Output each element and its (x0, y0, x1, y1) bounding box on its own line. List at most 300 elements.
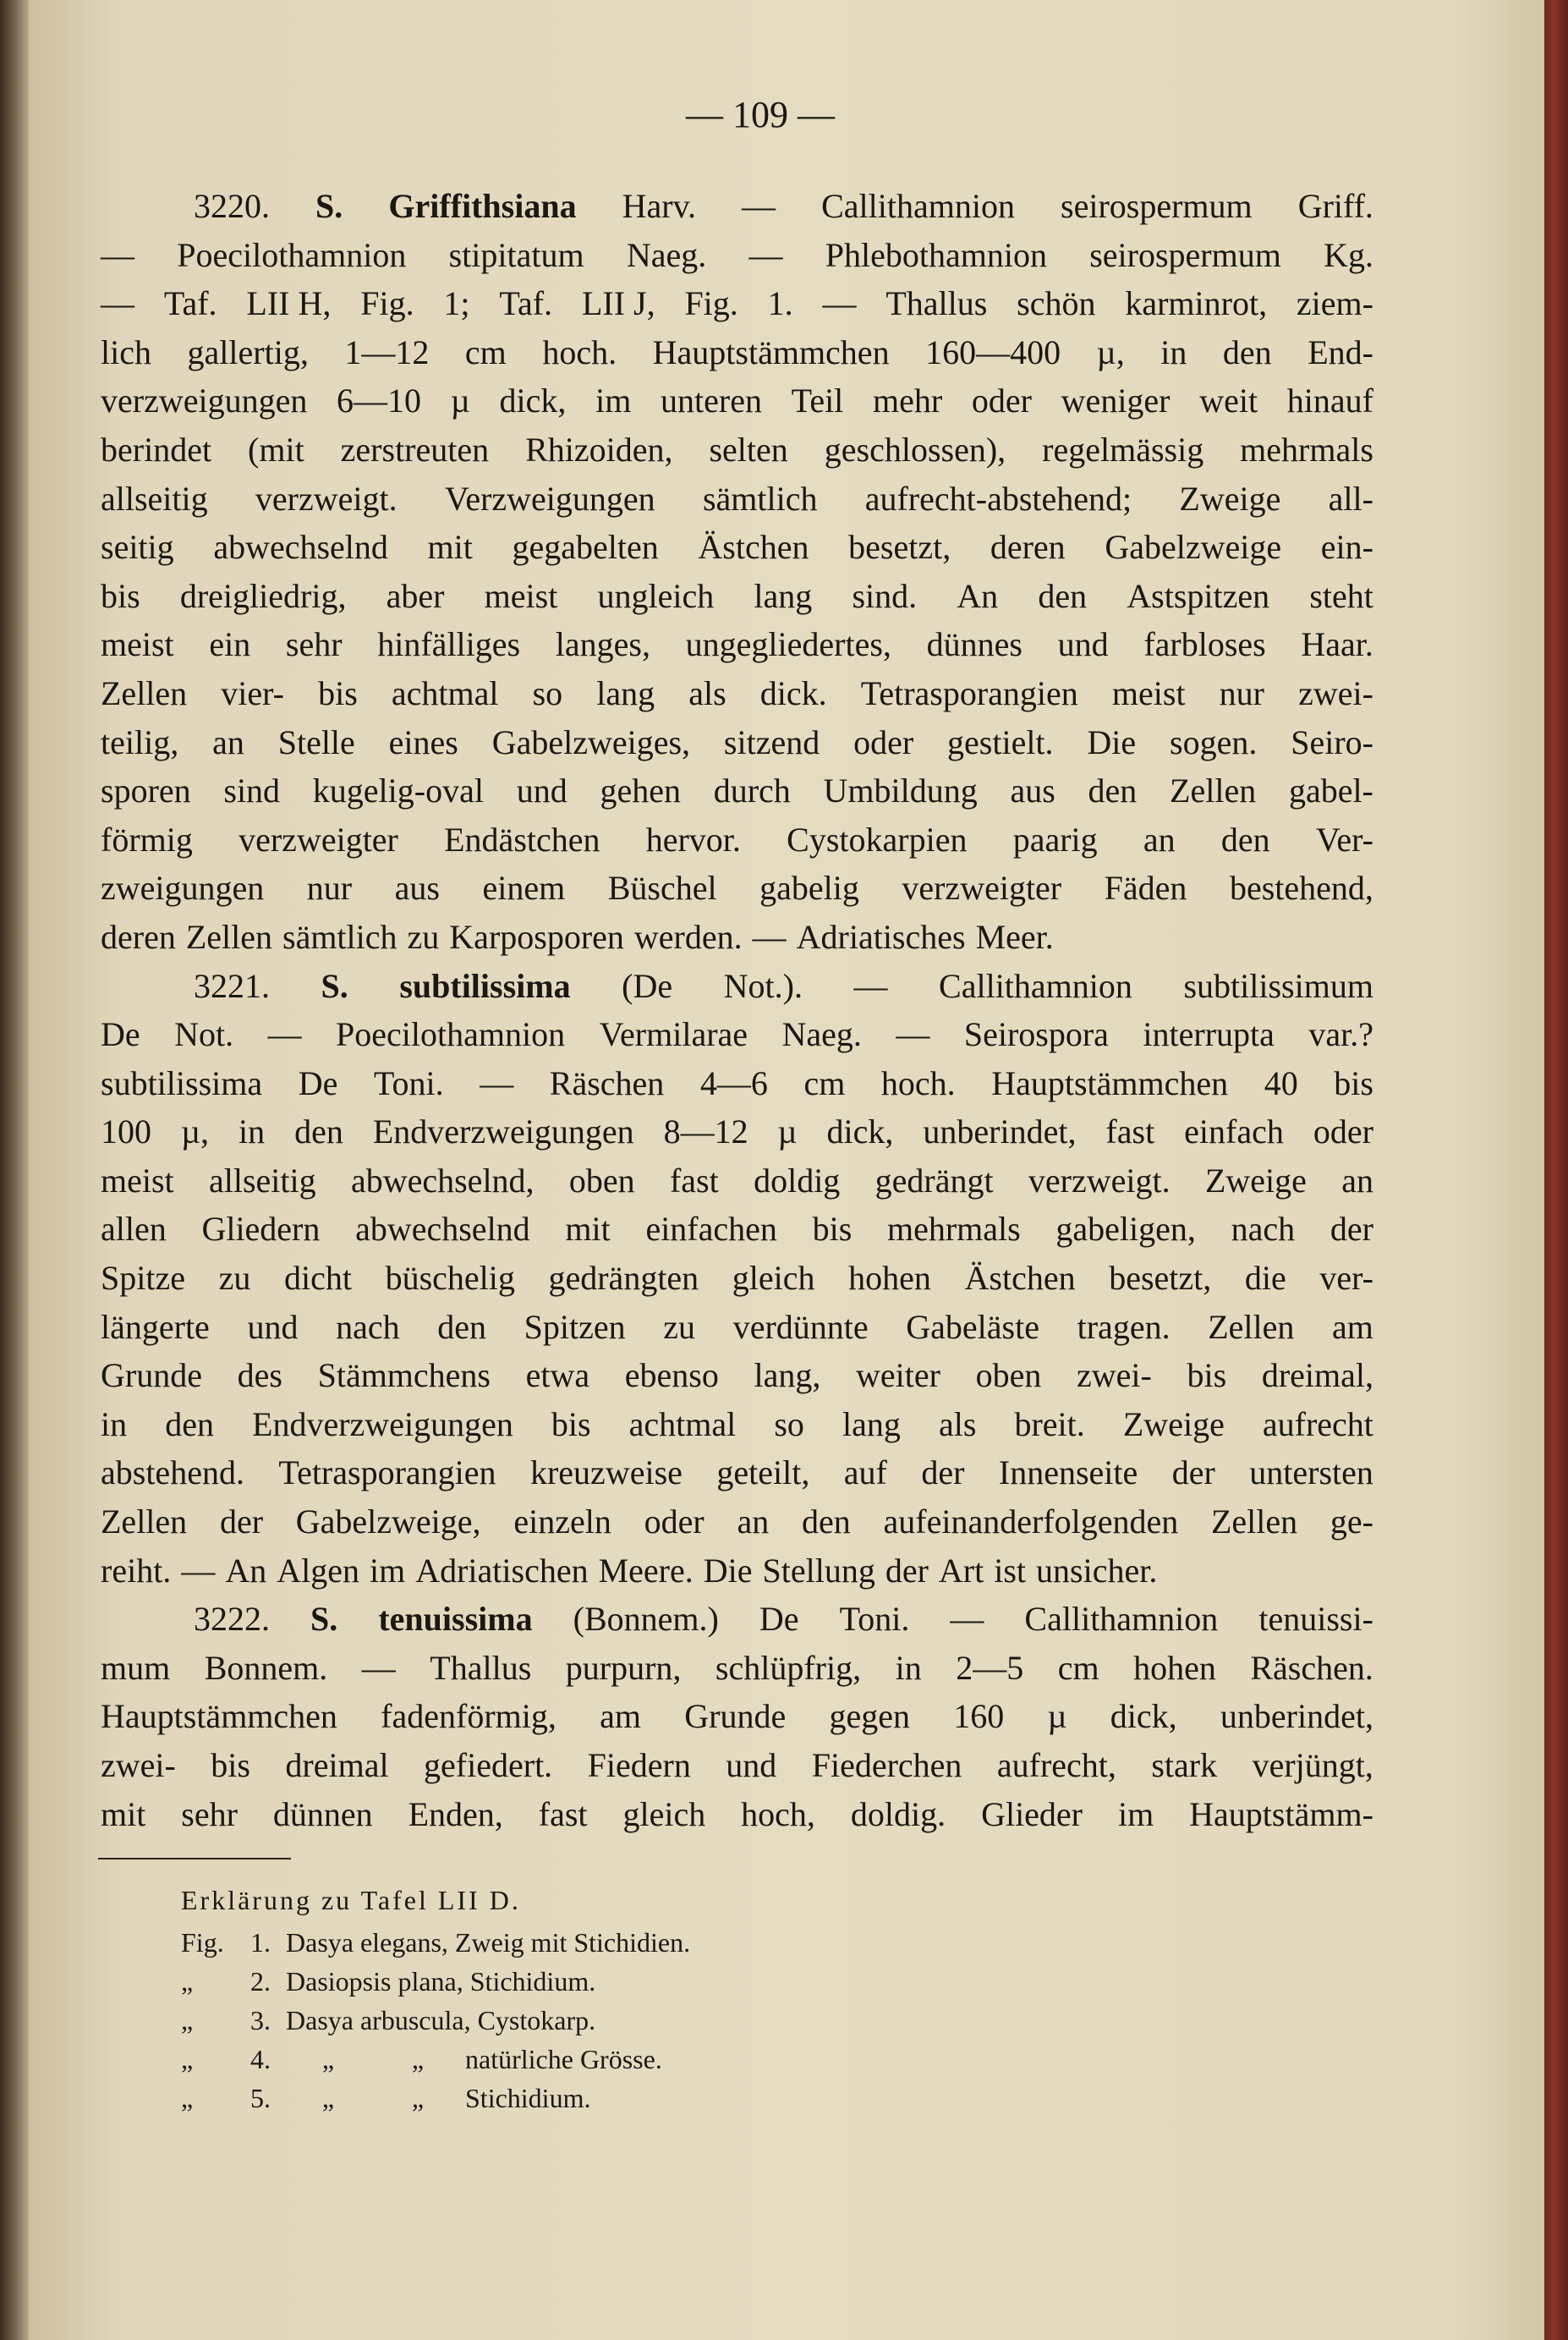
word: Teil (791, 382, 844, 420)
text-line (101, 279, 1373, 328)
word: — (101, 235, 134, 274)
word: — (853, 966, 888, 1005)
word: des (237, 1356, 282, 1395)
figure-number: 5. (250, 2083, 271, 2113)
word: 40 (1264, 1063, 1298, 1102)
word: (mit (248, 430, 304, 469)
word: sind (223, 772, 281, 810)
word: interrupta (1143, 1015, 1275, 1054)
word: aber (386, 576, 445, 615)
word: zerstreuten (340, 430, 490, 469)
word: Callithamnion (1024, 1600, 1219, 1639)
figure-description (286, 2040, 662, 2079)
figure-description: Dasya arbuscula, Cystokarp. (286, 2005, 596, 2035)
footnote-separator (98, 1858, 291, 1859)
word: und (1057, 625, 1109, 664)
word: µ (1047, 1697, 1067, 1736)
word: verzweigter (902, 869, 1062, 908)
figure-label: „ (181, 1966, 194, 1997)
word: gleich (732, 1259, 815, 1298)
word: Büschel (607, 869, 717, 908)
word: den (1222, 332, 1272, 371)
word: Hauptstämmchen (652, 332, 890, 371)
word: hohen (1133, 1648, 1216, 1687)
word: mit (101, 1794, 146, 1833)
word: sogen. (1170, 722, 1258, 761)
text-line (101, 1205, 1373, 1254)
word: gabeligen, (1055, 1210, 1196, 1249)
word: zu (218, 1259, 251, 1298)
word: Poecilothamnion (177, 235, 407, 274)
word: seirospermum (1061, 187, 1253, 225)
word: fast (1105, 1112, 1155, 1151)
word: der (1330, 1210, 1373, 1249)
word: eines (388, 722, 458, 761)
word: aufrecht, (996, 1746, 1116, 1784)
word: und (516, 772, 567, 810)
word: Poecilothamnion (336, 1015, 566, 1054)
word: Toni. (373, 1063, 444, 1102)
word: — (950, 1600, 984, 1639)
word: µ (450, 382, 470, 420)
word: geteilt, (716, 1453, 810, 1492)
word: De (298, 1063, 338, 1102)
text-line (101, 1351, 1373, 1400)
word: oder (1313, 1112, 1373, 1151)
word: Seirospora (963, 1015, 1109, 1054)
word: — (896, 1015, 930, 1054)
word: µ (777, 1112, 798, 1151)
word: tenuissima (378, 1600, 533, 1639)
word: berindet (101, 430, 212, 469)
word: zweigungen (101, 869, 265, 908)
figure-label: „ (181, 2005, 194, 2035)
word: hoch. (880, 1063, 956, 1102)
word: den (1088, 772, 1138, 810)
word: werden. (633, 917, 743, 956)
word: fast (538, 1794, 588, 1833)
word: Taf. (163, 284, 217, 323)
word: abwechselnd (355, 1210, 530, 1249)
word: dünnen (272, 1794, 373, 1833)
word: zu (407, 917, 440, 956)
word: Grunde (684, 1697, 787, 1736)
word: kreuzweise (529, 1453, 683, 1492)
word: bis (1334, 1063, 1373, 1102)
word: an (737, 1502, 770, 1541)
word: Zweige (1204, 1161, 1307, 1200)
word: Fig. (684, 284, 738, 323)
word: cm (803, 1063, 846, 1102)
word: bis (318, 673, 358, 712)
word: aufrecht (1262, 1404, 1373, 1443)
text-line (101, 1254, 1373, 1303)
word: Innenseite (998, 1453, 1138, 1492)
word: gedrängten (548, 1259, 699, 1298)
plate-explanation-heading: Erklärung zu Tafel LII D. (181, 1885, 521, 1915)
word: Meer. (975, 917, 1054, 956)
word: Gabelzweige (1105, 528, 1282, 567)
word: Fiedern (587, 1746, 691, 1784)
word: Hauptstämmchen (991, 1063, 1229, 1102)
word: Stellung (762, 1551, 875, 1590)
word: unberindet, (923, 1112, 1077, 1151)
text-line (101, 1790, 1373, 1839)
word: verzweigungen (101, 382, 308, 420)
word: ein (209, 625, 251, 664)
word: farbloses (1143, 625, 1266, 664)
plate-figure-entry (181, 2079, 942, 2118)
word: unteren (661, 382, 762, 420)
scanned-page (29, 0, 1544, 2340)
word: gegen (829, 1697, 910, 1736)
word: oben (975, 1356, 1042, 1395)
word: Glieder (981, 1794, 1083, 1833)
word: der (1171, 1453, 1215, 1492)
figure-number: 4. (250, 2044, 271, 2074)
word: als (938, 1404, 977, 1443)
word: Adriatisches (796, 917, 966, 956)
word: besetzt, (1109, 1259, 1212, 1298)
word: Callithamnion (821, 187, 1015, 225)
word: aufeinanderfolgenden (883, 1502, 1179, 1541)
word: abstehend. (101, 1453, 244, 1492)
word: bis (211, 1746, 250, 1784)
word: hohen (848, 1259, 931, 1298)
word: Not.). (723, 966, 803, 1005)
word: Algen (277, 1551, 359, 1590)
ditto-mark: „ (411, 2044, 425, 2074)
word: hoch. (542, 332, 617, 371)
word: lang (754, 576, 813, 615)
word: etwa (525, 1356, 590, 1395)
word: gehen (600, 772, 681, 810)
word: Art (938, 1551, 984, 1590)
word: tenuissi- (1258, 1600, 1373, 1639)
word: Kg. (1324, 235, 1373, 274)
word: sind. (852, 576, 918, 615)
word: den (437, 1307, 487, 1346)
word: Vermilarae (599, 1015, 748, 1054)
word: LII H, (246, 284, 332, 323)
word: Zellen (101, 1502, 188, 1541)
word: hinauf (1286, 382, 1373, 420)
word: dick, (826, 1112, 894, 1151)
text-line (101, 328, 1373, 377)
word: Endverzweigungen (372, 1112, 634, 1151)
plate-explanation (181, 1881, 942, 2118)
word: — (267, 1015, 302, 1054)
word: LII J, (581, 284, 655, 323)
word: verzweigt. (1028, 1161, 1171, 1200)
word: Astspitzen (1127, 576, 1270, 615)
word: im (369, 1551, 406, 1590)
word: breit. (1014, 1404, 1085, 1443)
word: in (1160, 332, 1187, 371)
word: den (1220, 820, 1270, 859)
word: gallertig, (187, 332, 309, 371)
word: reiht. (101, 1551, 172, 1590)
word: Spitze (101, 1259, 185, 1298)
word: ziem- (1296, 284, 1373, 323)
word: aus (1010, 772, 1055, 810)
word: Zweige (1179, 479, 1281, 518)
text-line (101, 1156, 1373, 1206)
text-line (101, 1010, 1373, 1059)
word: ebenso (624, 1356, 719, 1395)
word: — (181, 1551, 216, 1590)
word: 100 (101, 1112, 151, 1151)
word: den (294, 1112, 343, 1151)
word: ungegliedertes, (685, 625, 891, 664)
word: steht (1309, 576, 1373, 615)
word: Bonnem. (204, 1648, 328, 1687)
plate-figure-entry (181, 1962, 942, 2001)
ditto-mark: „ (321, 2083, 335, 2113)
text-line (101, 572, 1373, 621)
word: auf (843, 1453, 887, 1492)
book-binding-left (0, 0, 29, 2340)
word: allen (101, 1210, 167, 1249)
word: 3221. (194, 966, 270, 1005)
word: ver- (1319, 1259, 1373, 1298)
text-line (101, 669, 1373, 718)
word: so (774, 1404, 804, 1443)
word: den (165, 1404, 214, 1443)
ditto-mark: „ (321, 2044, 335, 2074)
word: — (752, 917, 787, 956)
word: aus (394, 869, 440, 908)
text-line (101, 1741, 1373, 1790)
text-line (101, 913, 1373, 962)
text-line (101, 766, 1373, 816)
word: ge- (1330, 1502, 1373, 1541)
word: Zellen (1208, 1307, 1295, 1346)
text-line (101, 1497, 1373, 1546)
word: bis (812, 1210, 853, 1249)
word: verzweigt. (255, 479, 397, 518)
word: gleich (622, 1794, 706, 1833)
word: Not. (174, 1015, 234, 1054)
word: oder (971, 382, 1032, 420)
word: in (895, 1648, 922, 1687)
word: förmig (101, 820, 193, 859)
text-line (101, 1644, 1373, 1693)
word: und (726, 1746, 777, 1784)
word: dreigliedrig, (179, 576, 347, 615)
word: Gabeläste (906, 1307, 1039, 1346)
word: µ, (180, 1112, 210, 1151)
word: — (361, 1648, 396, 1687)
word: 6—10 (337, 382, 422, 420)
word: kugelig-oval (312, 772, 484, 810)
word: Umbildung (823, 772, 978, 810)
word: var.? (1308, 1015, 1373, 1054)
word: Zweige (1122, 1404, 1225, 1443)
word: aufrecht-abstehend; (864, 479, 1132, 518)
text-line (101, 376, 1373, 426)
word: Hauptstämmchen (101, 1697, 337, 1736)
word: deren (101, 917, 176, 956)
word: schlüpfrig, (715, 1648, 862, 1687)
plate-explanation-list (181, 1923, 942, 2118)
word: gedrängt (874, 1161, 994, 1200)
word: — (822, 284, 857, 323)
word: (De (622, 966, 673, 1005)
word: nach (336, 1307, 400, 1346)
word: zu (663, 1307, 696, 1346)
word: achtmal (391, 673, 499, 712)
word: im (595, 382, 632, 420)
word: in (238, 1112, 266, 1151)
word: nur (306, 869, 353, 908)
text-line (101, 1303, 1373, 1352)
word: Tetrasporangien (860, 673, 1078, 712)
word: allseitig (101, 479, 208, 518)
word: oder (853, 722, 914, 761)
word: einfach (1184, 1112, 1284, 1151)
word: subtilissima (101, 1063, 263, 1102)
body-text (101, 182, 1373, 1838)
word: 1—12 (344, 332, 430, 371)
word: all- (1328, 479, 1373, 518)
text-line (101, 231, 1373, 280)
word: doldig (754, 1161, 841, 1200)
word: — (101, 284, 134, 323)
book-binding-right (1544, 0, 1568, 2340)
word: Stämmchens (317, 1356, 491, 1395)
word: Tetrasporangien (278, 1453, 496, 1492)
word: 3220. (194, 187, 270, 225)
word: und (247, 1307, 299, 1346)
figure-number: 1. (250, 1927, 271, 1958)
word: zwei- (1298, 673, 1373, 712)
word: meist (484, 576, 558, 615)
word: Zellen (101, 673, 188, 712)
word: oben (568, 1161, 635, 1200)
word: dünnes (926, 625, 1022, 664)
word: (Bonnem.) (573, 1600, 719, 1639)
word: 4—6 (699, 1063, 768, 1102)
word: Griff. (1297, 187, 1373, 225)
figure-description-text: natürliche Grösse. (465, 2044, 662, 2074)
word: Karposporen (449, 917, 624, 956)
word: seitig (101, 528, 174, 567)
word: lang, (754, 1356, 821, 1395)
word: hoch, (741, 1794, 815, 1833)
word: Phlebothamnion (825, 235, 1047, 274)
word: 8—12 (663, 1112, 748, 1151)
word: lang (842, 1404, 901, 1443)
word: sämtlich (282, 917, 397, 956)
word: verdünnte (732, 1307, 869, 1346)
word: 1; (443, 284, 470, 323)
word: dreimal, (1261, 1356, 1373, 1395)
word: Enden, (408, 1794, 503, 1833)
word: untersten (1249, 1453, 1373, 1492)
word: Endverzweigungen (252, 1404, 513, 1443)
word: an (1341, 1161, 1373, 1200)
word: karminrot, (1125, 284, 1268, 323)
word: meist (101, 625, 174, 664)
word: mum (101, 1648, 171, 1687)
word: Endästchen (444, 820, 600, 859)
word: die (1244, 1259, 1286, 1298)
word: gabelig (759, 869, 859, 908)
word: Seiro- (1291, 722, 1373, 761)
word: cm (1057, 1648, 1099, 1687)
word: deren (990, 528, 1066, 567)
word: seirospermum (1089, 235, 1281, 274)
text-line (101, 1107, 1373, 1156)
text-line (101, 182, 1373, 231)
word: ist (994, 1551, 1027, 1590)
word: hinfälliges (377, 625, 521, 664)
word: in (101, 1404, 128, 1443)
word: Stelle (277, 722, 355, 761)
word: µ, (1096, 332, 1125, 371)
word: fadenförmig, (381, 1697, 556, 1736)
text-line (101, 1692, 1373, 1741)
word: Grunde (101, 1356, 202, 1395)
word: unsicher. (1036, 1551, 1158, 1590)
word: fast (669, 1161, 719, 1200)
word: sehr (181, 1794, 238, 1833)
word: paarig (1012, 820, 1098, 859)
word: Callithamnion (939, 966, 1132, 1005)
word: mehr (873, 382, 943, 420)
word: doldig. (850, 1794, 946, 1833)
word: An (957, 576, 999, 615)
word: dicht (283, 1259, 352, 1298)
word: Taf. (499, 284, 553, 323)
word: dick, (499, 382, 567, 420)
word: Toni. (839, 1600, 910, 1639)
word: weit (1199, 382, 1258, 420)
word: De (101, 1015, 140, 1054)
word: achtmal (628, 1404, 737, 1443)
word: abwechselnd (213, 528, 388, 567)
word: meist (1111, 673, 1186, 712)
word: vier- (221, 673, 284, 712)
word: hervor. (645, 820, 741, 859)
figure-label: Fig. (181, 1927, 224, 1958)
word: Adriatischen (415, 1551, 589, 1590)
word: Gabelzweige, (295, 1502, 481, 1541)
word: Griffithsiana (388, 187, 577, 225)
word: sehr (285, 625, 343, 664)
word: einem (482, 869, 566, 908)
word: Räschen (549, 1063, 665, 1102)
word: S. (321, 966, 348, 1005)
word: stark (1151, 1746, 1218, 1784)
word: im (1117, 1794, 1154, 1833)
figure-description-text: Stichidium. (465, 2083, 591, 2113)
word: lich (101, 332, 151, 371)
text-line (101, 864, 1373, 913)
word: Verzweigungen (444, 479, 655, 518)
word: De (759, 1600, 799, 1639)
word: meist (101, 1161, 174, 1200)
word: ein- (1320, 528, 1373, 567)
word: Ästchen (964, 1259, 1076, 1298)
word: End- (1308, 332, 1373, 371)
word: tragen. (1077, 1307, 1171, 1346)
word: sitzend (723, 722, 820, 761)
word: zwei- (101, 1746, 176, 1784)
plate-figure-entry (181, 2040, 942, 2079)
word: nach (1231, 1210, 1296, 1249)
